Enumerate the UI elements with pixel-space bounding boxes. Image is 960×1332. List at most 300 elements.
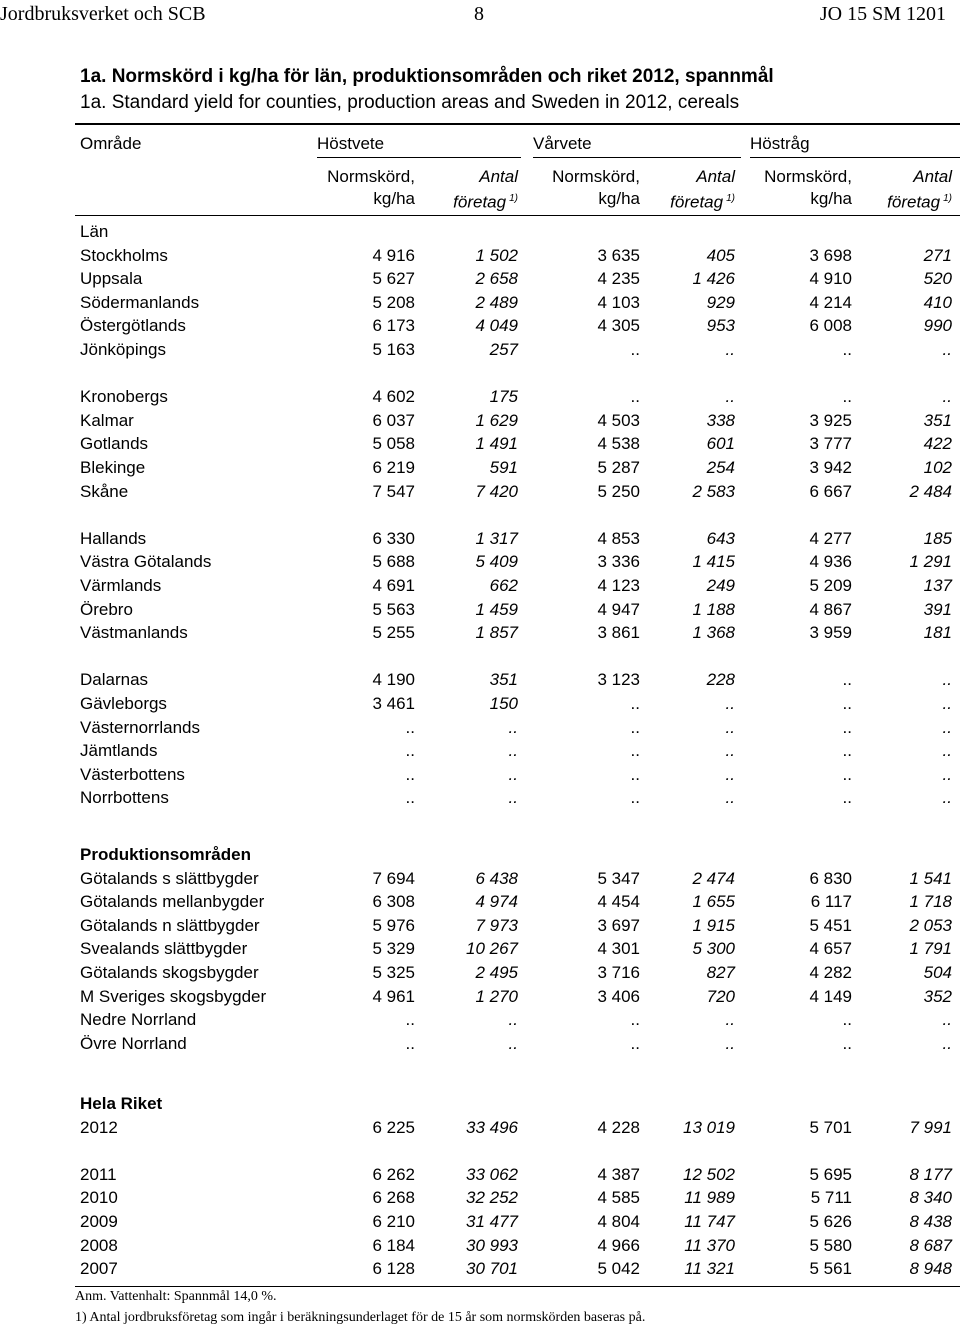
footnote-1: 1) Antal jordbruksföretag som ingår i beräkningsunderlaget för de 15 år som normskörden baseras på. [75,1310,646,1325]
varvete-normskord: 4 387 [597,1164,640,1184]
table-title-en: 1a. Standard yield for counties, production areas and Sweden in 2012, cereals [80,92,740,113]
group-rule-hostvete [317,157,521,158]
varvete-normskord: 4 305 [597,316,640,336]
group-rule-hostrag [750,157,960,158]
hostvete-normskord: 6 128 [372,1259,415,1279]
hostrag-normskord: 4 282 [809,963,852,982]
hostvete-normskord: .. [405,788,415,808]
table-row [0,269,960,293]
hostvete-normskord: 7 547 [372,481,415,501]
varvete-antal-foretag: .. [725,1010,735,1030]
hostrag-antal-foretag: 1 291 [909,552,952,572]
hostrag-normskord: 6 008 [809,316,852,336]
hostvete-antal-foretag: 175 [489,387,518,407]
group-rule-varvete [533,157,741,158]
varvete-normskord: 4 585 [597,1188,640,1208]
hostvete-antal-foretag: 662 [489,576,518,595]
varvete-normskord: 4 301 [597,939,640,959]
table-row [0,718,960,742]
hostvete-normskord: 6 262 [372,1164,415,1184]
varvete-antal-foretag: 11 370 [684,1235,735,1255]
hostrag-normskord: 4 910 [809,269,852,289]
row-label: Skåne [80,481,129,501]
table-row [0,1010,960,1034]
hostvete-antal-foretag: .. [508,764,518,784]
hostrag-normskord: 6 117 [810,892,852,912]
hostvete-antal-foretag: .. [508,741,518,761]
row-label: Jämtlands [80,741,158,761]
area-column-header: Område [80,134,142,153]
varvete-antal-foretag: 601 [706,434,735,454]
hostvete-normskord: 6 037 [372,410,415,430]
hostvete-antal-foretag: 2 658 [475,269,518,289]
bottom-rule [75,1286,960,1287]
hostvete-normskord: 6 225 [372,1117,415,1137]
hostrag-antal-foretag: 1 791 [909,939,952,959]
varvete-normskord: 3 697 [597,915,640,935]
hostrag-normskord: 3 698 [809,245,852,265]
varvete-antal-foretag: .. [725,788,735,808]
varvete-normskord: 5 042 [597,1259,640,1279]
table-row [0,529,960,553]
table-title-sv: 1a. Normskörd i kg/ha för län, produktionsområden och riket 2012, spannmål [80,66,774,87]
varvete-antal-foretag: 827 [706,963,735,982]
subheader-line1: Antal [696,167,735,186]
hostrag-antal-foretag: 410 [923,292,952,312]
subheader-line1: Antal [479,167,518,186]
hostrag-antal-foretag: .. [942,1010,952,1030]
hostvete-normskord: 5 627 [372,269,415,289]
hostrag-normskord: 5 695 [809,1164,852,1184]
row-label: Kalmar [80,410,134,430]
row-label: 2011 [80,1164,117,1184]
table-row [0,939,960,963]
hostvete-antal-foretag: 30 701 [466,1259,518,1279]
table-row [0,434,960,458]
hostrag-normskord: 5 626 [809,1212,852,1231]
hostrag-normskord: .. [842,741,852,761]
table-row [0,892,960,916]
hostvete-normskord: 4 602 [372,387,415,407]
page-number: 8 [474,3,484,25]
varvete-antal-foretag: 254 [706,458,735,477]
hostvete-normskord: 6 268 [372,1188,415,1208]
hostvete-normskord: 5 688 [372,552,415,572]
hostvete-normskord: 3 461 [372,694,415,713]
hostrag-antal-foretag: 422 [923,434,952,454]
hostrag-normskord: 3 925 [809,410,852,430]
hostvete-antal-foretag: .. [508,1033,518,1053]
table-row [0,1236,960,1260]
varvete-normskord: .. [630,741,640,761]
hostvete-normskord: 5 255 [372,623,415,643]
hostvete-antal-foretag: 5 409 [475,552,518,572]
varvete-normskord: 4 853 [597,528,640,548]
hostvete-normskord: 5 325 [372,963,415,982]
row-label: Västerbottens [80,764,185,784]
hostvete-normskord: 6 210 [372,1212,415,1231]
hostrag-antal-foretag: 8 438 [909,1212,952,1231]
subheader-col-4 [670,166,735,214]
varvete-antal-foretag: 12 502 [683,1164,735,1184]
varvete-normskord: 5 250 [597,481,640,501]
varvete-normskord: .. [630,387,640,407]
row-label: Götalands s slättbygder [80,868,259,888]
row-label: Götalands mellanbygder [80,892,265,912]
row-label: Västra Götalands [80,552,212,572]
hostrag-antal-foretag: 1 541 [909,868,952,888]
subheader-col-5 [764,166,852,210]
hostrag-normskord: 4 936 [809,552,852,572]
top-rule [75,123,960,125]
hostrag-antal-foretag: 137 [923,576,952,595]
varvete-antal-foretag: .. [725,694,735,713]
hostrag-antal-foretag: 8 340 [909,1188,952,1208]
hostvete-normskord: 5 163 [372,340,415,359]
section-heading: Län [80,222,109,241]
hostvete-antal-foretag: 351 [489,670,518,690]
varvete-antal-foretag: 929 [706,292,735,312]
row-label: Värmlands [80,576,162,595]
hostvete-antal-foretag: 10 267 [466,939,518,959]
hostrag-antal-foretag: .. [942,387,952,407]
varvete-normskord: 5 347 [597,868,640,888]
subheader-col-3 [552,166,640,210]
varvete-antal-foretag: .. [725,764,735,784]
varvete-antal-foretag: 338 [706,410,735,430]
table-row [0,670,960,694]
row-label: 2007 [80,1259,118,1279]
hostrag-antal-foretag: .. [942,694,952,713]
hostvete-normskord: 5 976 [372,915,415,935]
row-label: Västernorrlands [80,717,201,737]
row-label: Götalands n slättbygder [80,915,260,935]
row-label: Västmanlands [80,623,188,643]
hostrag-normskord: 5 701 [809,1117,852,1137]
hostrag-normskord: 3 942 [809,458,852,477]
hostvete-normskord: .. [405,717,415,737]
hostvete-normskord: 5 563 [372,599,415,619]
row-label: Dalarnas [80,670,149,690]
hostvete-normskord: .. [405,1010,415,1030]
hostrag-normskord: 5 209 [809,576,852,595]
table-row [0,246,960,270]
hostrag-antal-foretag: 352 [923,986,952,1006]
row-label: 2012 [80,1117,118,1137]
table-row [0,340,960,364]
row-label: 2010 [80,1188,118,1208]
subheader-line1: Normskörd, [327,167,415,186]
varvete-normskord: 4 503 [597,410,640,430]
hostrag-normskord: .. [842,694,852,713]
table-row [0,316,960,340]
section-heading: Produktionsområden [80,845,251,864]
hostvete-normskord: 5 329 [372,939,415,959]
hostvete-antal-foretag: 257 [489,340,518,359]
row-label: Uppsala [80,269,143,289]
subheader-col-6 [887,166,952,214]
hostrag-normskord: .. [842,717,852,737]
hostvete-normskord: 6 184 [372,1235,415,1255]
footnote-marker: 1) [943,193,952,204]
subheader-line2: kg/ha [598,189,640,208]
hostrag-normskord: 5 451 [809,915,852,935]
hostvete-normskord: 4 916 [372,245,415,265]
hostrag-normskord: .. [842,387,852,407]
varvete-normskord: 4 966 [597,1235,640,1255]
hostrag-antal-foretag: 271 [923,245,952,265]
varvete-normskord: 4 947 [597,599,640,619]
row-label: Norrbottens [80,788,169,808]
hostvete-normskord: 6 173 [372,316,415,336]
subheader-col-1 [327,166,415,210]
row-label: Övre Norrland [80,1033,187,1053]
table-row [0,411,960,435]
varvete-normskord: 3 635 [597,245,640,265]
hostvete-antal-foretag: 33 062 [466,1164,518,1184]
hostvete-antal-foretag: 1 502 [475,245,518,265]
hostrag-normskord: .. [842,670,852,690]
subheader-line2: företag [887,192,941,212]
header-left: Jordbruksverket och SCB [0,3,206,25]
row-label: M Sveriges skogsbygder [80,986,267,1006]
varvete-normskord: 4 228 [597,1117,640,1137]
hostrag-normskord: 3 777 [809,434,852,454]
hostvete-antal-foretag: 33 496 [466,1117,518,1137]
hostrag-antal-foretag: 185 [923,528,952,548]
varvete-normskord: 4 235 [597,269,640,289]
varvete-normskord: 3 336 [597,552,640,572]
hostrag-antal-foretag: .. [942,340,952,359]
hostrag-antal-foretag: 2 053 [909,915,952,935]
row-label: Stockholms [80,245,168,265]
hostrag-normskord: 4 277 [809,528,852,548]
footnote-marker: 1) [509,193,518,204]
hostrag-antal-foretag: .. [942,1033,952,1053]
group-header-hostrag: Höstråg [750,134,810,153]
hostrag-normskord: 5 711 [810,1188,852,1208]
hostvete-antal-foretag: .. [508,717,518,737]
hostrag-normskord: .. [842,340,852,359]
hostvete-antal-foretag: 591 [489,458,518,477]
hostvete-normskord: .. [405,764,415,784]
varvete-normskord: .. [630,694,640,713]
table-row [0,1212,960,1236]
hostvete-antal-foretag: 4 049 [475,316,518,336]
hostrag-antal-foretag: 1 718 [909,892,952,912]
varvete-normskord: 5 287 [597,458,640,477]
table-row [0,987,960,1011]
varvete-normskord: .. [630,1033,640,1053]
hostrag-normskord: .. [842,1010,852,1030]
varvete-normskord: .. [630,764,640,784]
row-label: 2009 [80,1212,118,1231]
row-label: Blekinge [80,458,146,477]
hostrag-normskord: 5 580 [809,1235,852,1255]
varvete-antal-foretag: 5 300 [692,939,735,959]
varvete-antal-foretag: 2 474 [692,868,735,888]
row-label: Hallands [80,528,147,548]
varvete-antal-foretag: 11 747 [684,1212,735,1231]
table-row [0,1165,960,1189]
varvete-antal-foretag: 11 989 [684,1188,735,1208]
row-label: Svealands slättbygder [80,939,248,959]
table-row [0,576,960,600]
hostvete-antal-foretag: .. [508,788,518,808]
varvete-normskord: 3 406 [597,986,640,1006]
table-row [0,293,960,317]
hostvete-normskord: 4 190 [372,670,415,690]
hostrag-antal-foretag: .. [942,717,952,737]
hostvete-antal-foretag: 31 477 [466,1212,518,1231]
hostvete-antal-foretag: 1 459 [475,599,518,619]
subheader-line1: Antal [913,167,952,186]
varvete-normskord: 4 538 [597,434,640,454]
varvete-antal-foretag: .. [725,741,735,761]
hostvete-antal-foretag: 7 973 [475,915,518,935]
hostrag-antal-foretag: 181 [923,623,952,643]
varvete-antal-foretag: 720 [706,986,735,1006]
hostrag-normskord: .. [842,1033,852,1053]
varvete-antal-foretag: .. [725,340,735,359]
table-row [0,963,960,987]
hostvete-normskord: .. [405,741,415,761]
hostrag-antal-foretag: 8 177 [909,1164,952,1184]
varvete-normskord: .. [630,340,640,359]
hostrag-normskord: 4 149 [809,986,852,1006]
table-row [0,1118,960,1142]
hostrag-normskord: 4 867 [809,599,852,619]
table-row [0,1188,960,1212]
hostrag-antal-foretag: .. [942,788,952,808]
hostvete-normskord: 4 691 [372,576,415,595]
table-row [0,552,960,576]
hostvete-normskord: 6 219 [372,458,415,477]
hostrag-normskord: 6 667 [809,481,852,501]
subheader-line2: kg/ha [373,189,415,208]
varvete-antal-foretag: 1 415 [692,552,735,572]
hostvete-normskord: 7 694 [372,868,415,888]
hostrag-antal-foretag: 102 [923,458,952,477]
table-row [0,869,960,893]
hostvete-antal-foretag: 4 974 [475,892,518,912]
varvete-antal-foretag: 1 655 [692,892,735,912]
hostrag-antal-foretag: 7 991 [909,1117,952,1137]
hostvete-normskord: 4 961 [372,986,415,1006]
table-row [0,482,960,506]
varvete-normskord: 3 123 [597,670,640,690]
row-label: Jönköpings [80,340,167,359]
hostrag-antal-foretag: .. [942,764,952,784]
varvete-normskord: 3 716 [597,963,640,982]
footnote-marker: 1) [726,193,735,204]
hostvete-normskord: .. [405,1033,415,1053]
hostvete-normskord: 6 330 [372,528,415,548]
varvete-antal-foretag: 1 426 [692,269,735,289]
varvete-antal-foretag: .. [725,1033,735,1053]
hostvete-antal-foretag: 1 629 [475,410,518,430]
varvete-normskord: 4 454 [597,892,640,912]
hostrag-normskord: 4 657 [809,939,852,959]
hostrag-normskord: 3 959 [809,623,852,643]
hostvete-antal-foretag: 1 317 [475,528,518,548]
varvete-antal-foretag: 228 [706,670,735,690]
hostvete-antal-foretag: 32 252 [466,1188,518,1208]
footnote-note: Anm. Vattenhalt: Spannmål 14,0 %. [75,1289,277,1304]
hostvete-antal-foretag: 30 993 [466,1235,518,1255]
table-row [0,788,960,812]
table-row [0,916,960,940]
hostvete-antal-foretag: 7 420 [475,481,518,501]
varvete-normskord: 4 123 [597,576,640,595]
hostrag-antal-foretag: .. [942,741,952,761]
subheader-col-2 [453,166,518,214]
row-label: Nedre Norrland [80,1010,197,1030]
subheader-line2: företag [670,192,724,212]
hostvete-antal-foretag: 2 495 [475,963,518,982]
table-row [0,1034,960,1058]
hostvete-normskord: 6 308 [372,892,415,912]
section-heading: Hela Riket [80,1094,163,1113]
row-label: Östergötlands [80,316,186,336]
group-header-hostvete: Höstvete [317,134,385,153]
varvete-antal-foretag: 1 368 [692,623,735,643]
varvete-antal-foretag: 13 019 [683,1117,735,1137]
varvete-normskord: .. [630,1010,640,1030]
varvete-antal-foretag: 643 [706,528,735,548]
varvete-antal-foretag: .. [725,717,735,737]
table-row [0,1259,960,1283]
varvete-normskord: .. [630,717,640,737]
hostrag-antal-foretag: 520 [923,269,952,289]
varvete-antal-foretag: .. [725,387,735,407]
table-row [0,623,960,647]
hostvete-normskord: 5 208 [372,292,415,312]
row-label: Gävleborgs [80,694,167,713]
table-row [0,741,960,765]
row-label: 2008 [80,1235,118,1255]
varvete-antal-foretag: 2 583 [692,481,735,501]
table-row [0,387,960,411]
subheader-line1: Normskörd, [552,167,640,186]
hostrag-normskord: 4 214 [809,292,852,312]
hostrag-antal-foretag: 351 [923,410,952,430]
hostvete-antal-foretag: 150 [489,694,518,713]
subheader-line2: kg/ha [810,189,852,208]
row-label: Gotlands [80,434,149,454]
table-row [0,765,960,789]
hostrag-antal-foretag: 2 484 [909,481,952,501]
table-row [0,600,960,624]
row-label: Örebro [80,599,133,619]
hostrag-antal-foretag: 8 948 [909,1259,952,1279]
hostvete-normskord: 5 058 [372,434,415,454]
varvete-antal-foretag: 405 [706,245,735,265]
varvete-normskord: 4 804 [597,1212,640,1231]
hostrag-normskord: .. [842,788,852,808]
row-label: Kronobergs [80,387,168,407]
varvete-antal-foretag: 249 [706,576,735,595]
hostrag-normskord: .. [842,764,852,784]
hostrag-antal-foretag: 8 687 [909,1235,952,1255]
hostrag-antal-foretag: 990 [923,316,952,336]
hostvete-antal-foretag: 1 491 [475,434,518,454]
hostrag-normskord: 6 830 [809,868,852,888]
varvete-antal-foretag: 953 [706,316,735,336]
varvete-normskord: 3 861 [597,623,640,643]
subheader-line1: Normskörd, [764,167,852,186]
varvete-normskord: .. [630,788,640,808]
